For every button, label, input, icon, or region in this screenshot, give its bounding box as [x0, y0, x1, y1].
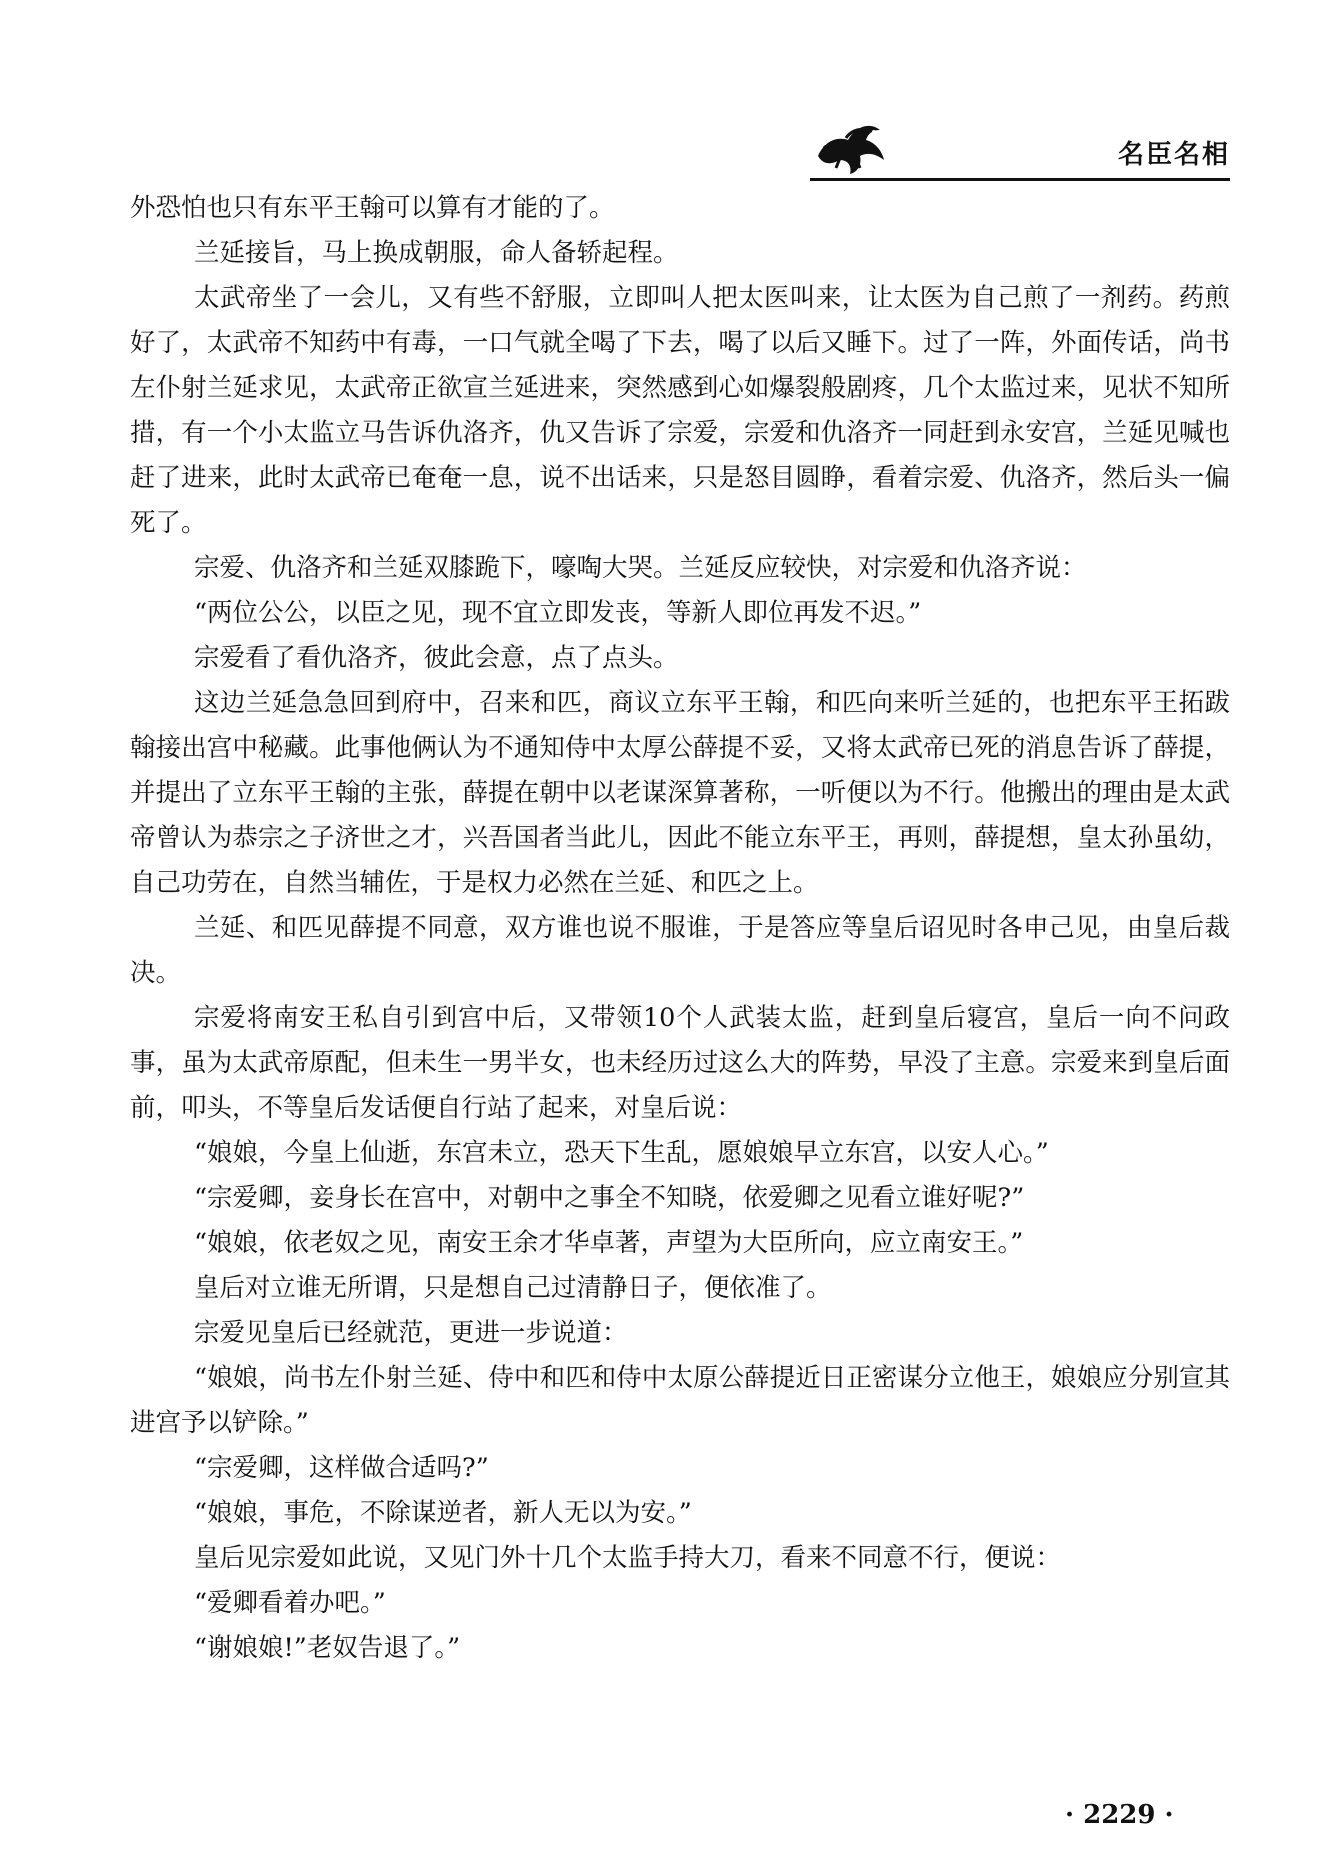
paragraph: 外恐怕也只有东平王翰可以算有才能的了。 [130, 193, 615, 223]
paragraph: “娘娘，依老奴之见，南安王余才华卓著，声望为大臣所向，应立南安王。” [194, 1228, 1024, 1258]
paragraph: 兰延、和匹见薛提不同意，双方谁也说不服谁，于是答应等皇后诏见时各申己见，由皇后裁决。 [130, 913, 1230, 988]
paragraph: 皇后见宗爱如此说，又见门外十几个太监手持大刀，看来不同意不行，便说： [194, 1543, 1062, 1573]
section-title: 名臣名相 [1117, 140, 1230, 170]
paragraph: “娘娘，今皇上仙逝，东宫未立，恐天下生乱，愿娘娘早立东宫，以安人心。” [194, 1138, 1049, 1168]
running-header [810, 112, 1230, 182]
paragraph: 宗爱、仇洛齐和兰延双膝跪下，嚎啕大哭。兰延反应较快，对宗爱和仇洛齐说： [194, 553, 1087, 583]
paragraph: “两位公公，以臣之见，现不宜立即发丧，等新人即位再发不迟。” [194, 598, 922, 628]
paragraph: “娘娘，事危，不除谋逆者，新人无以为安。” [194, 1498, 692, 1528]
paragraph: 宗爱看了看仇洛齐，彼此会意，点了点头。 [194, 643, 679, 673]
paragraph: 皇后对立谁无所谓，只是想自己过清静日子，便依准了。 [194, 1273, 832, 1303]
body-text [130, 186, 1230, 1671]
paragraph: 太武帝坐了一会儿，又有些不舒服，立即叫人把太医叫来，让太医为自己煎了一剂药。药煎好了，太武帝不知药中有毒，一口气就全喝了下去，喝了以后又睡下。过了一阵，外面传话，尚书左仆射兰延求见，太武帝正欲宣兰延进来，突然感到心如爆裂般剧疼，几个太监过来，见状不知所措，有一个小太监立马告诉仇洛齐，仇又告诉了宗爱，宗爱和仇洛齐一同赶到永安宫，兰延见喊也赶了进来，此时太武帝已奄奄一息，说不出话来，只是怒目圆睁，看着宗爱、仇洛齐，然后头一偏死了。 [130, 283, 1230, 538]
paragraph: “谢娘娘!”老奴告退了。” [194, 1633, 461, 1663]
dragon-emblem-icon [810, 112, 890, 178]
paragraph: 宗爱将南安王私自引到宫中后，又带领10个人武装太监，赶到皇后寝宫，皇后一向不问政事，虽为太武帝原配，但未生一男半女，也未经历过这么大的阵势，早没了主意。宗爱来到皇后面前，叩头，不等皇后发话便自行站了起来，对皇后说： [130, 1003, 1230, 1123]
paragraph: “宗爱卿，这样做合适吗?” [194, 1453, 489, 1483]
paragraph: 兰延接旨，马上换成朝服，命人备轿起程。 [194, 238, 679, 268]
paragraph: 宗爱见皇后已经就范，更进一步说道： [194, 1318, 628, 1348]
header-divider [810, 178, 1230, 181]
paragraph: “爱卿看着办吧。” [194, 1588, 386, 1618]
page-number: · 2229 · [1065, 1800, 1174, 1830]
paragraph: “娘娘，尚书左仆射兰延、侍中和匹和侍中太原公薛提近日正密谋分立他王，娘娘应分别宣其进宫予以铲除。” [130, 1363, 1230, 1438]
paragraph: “宗爱卿，妾身长在宫中，对朝中之事全不知晓，依爱卿之见看立谁好呢?” [194, 1183, 1025, 1213]
paragraph: 这边兰延急急回到府中，召来和匹，商议立东平王翰，和匹向来听兰延的，也把东平王拓跋翰接出宫中秘藏。此事他俩认为不通知侍中太厚公薛提不妥，又将太武帝已死的消息告诉了薛提，并提出了立东平王翰的主张，薛提在朝中以老谋深算著称，一听便以为不行。他搬出的理由是太武帝曾认为恭宗之子济世之才，兴吾国者当此儿，因此不能立东平王，再则，薛提想，皇太孙虽幼，自己功劳在，自然当辅佐，于是权力必然在兰延、和匹之上。 [130, 688, 1230, 898]
